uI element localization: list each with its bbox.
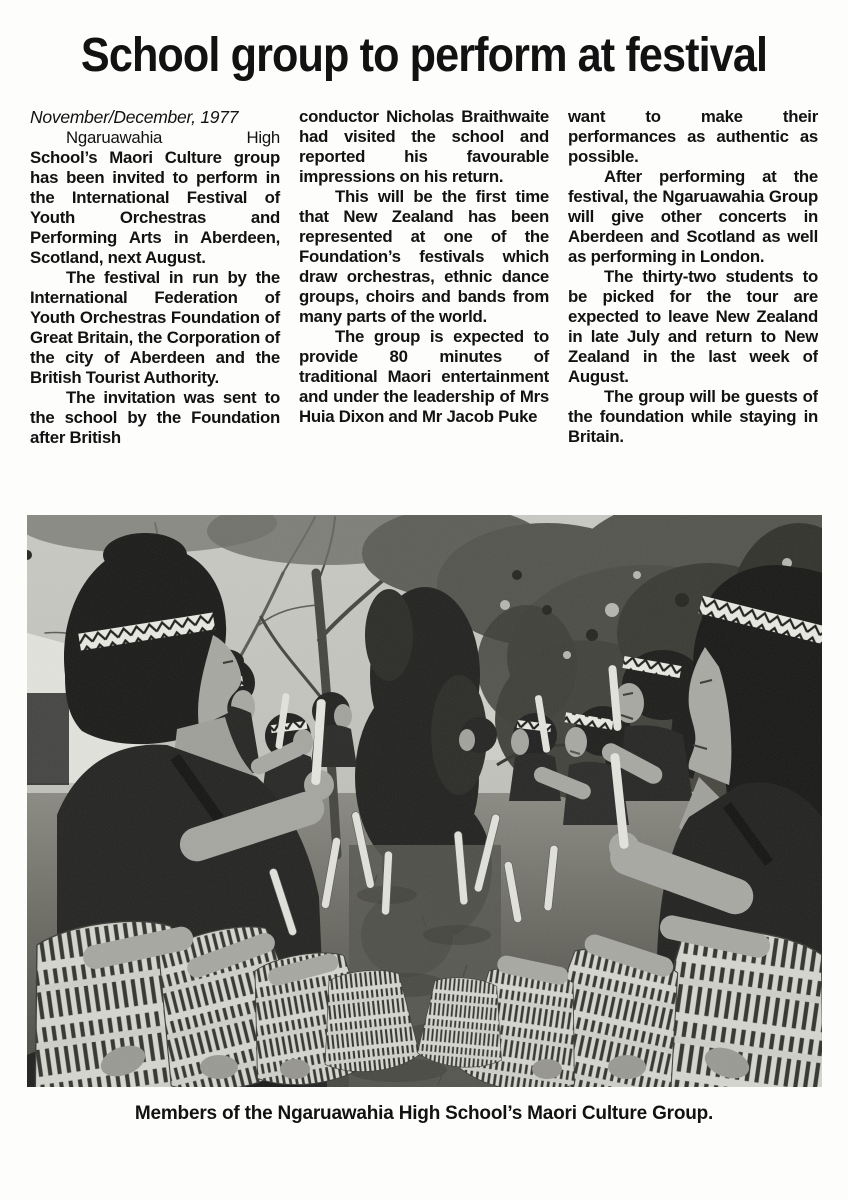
text-segment: The festival in run by the International Federation of Youth Orchestras Foundation of Great Britain, the Corporation of the city of Aberdeen and the British Tourist Authority.: [30, 267, 280, 387]
paragraph: [30, 388, 280, 448]
maori-culture-group-photo: [27, 515, 822, 1087]
paragraph: [299, 187, 549, 327]
paragraph: [30, 268, 280, 388]
paragraph: [30, 107, 280, 128]
paragraph: [30, 128, 280, 268]
article-body: [30, 107, 818, 493]
text-segment: The thirty-two students to be picked for the tour are expected to leave New Zealand in late July and return to New Zealand in the last week of August.: [568, 266, 818, 386]
page-title: School group to perform at festival: [80, 29, 768, 82]
text-column-3: [568, 107, 818, 493]
paragraph: [568, 167, 818, 267]
text-segment: The group is expected to provide 80 minutes of traditional Maori entertainment and under the leadership of Mrs Huia Dixon and Mr Jacob Puke: [299, 326, 549, 426]
article-photo: [27, 515, 822, 1087]
text-segment: conductor Nicholas Braithwaite had visited the school and reported his favourable impressions on his return.: [299, 106, 549, 186]
text-segment-dateline: November/December, 1977: [30, 106, 239, 127]
text-segment: After performing at the festival, the Ngaruawahia Group will give other concerts in Aberdeen and Scotland as well as performing in London.: [568, 166, 818, 266]
text-segment: The group will be guests of the foundation while staying in Britain.: [568, 386, 818, 446]
paragraph: [299, 327, 549, 427]
text-column-2: [299, 107, 549, 493]
text-segment: The invitation was sent to the school by the Foundation after British: [30, 387, 280, 447]
paragraph: [299, 107, 549, 187]
text-segment-lead: Ngaruawahia High: [66, 127, 280, 147]
text-column-1: [30, 107, 280, 493]
paragraph: [568, 387, 818, 447]
text-segment: School’s Maori Culture group has been invited to perform in the International Festival of Youth Orchestras and Performing Arts in Aberdeen, Scotland, next August.: [30, 147, 280, 267]
text-segment: This will be the first time that New Zealand has been represented at one of the Foundation’s festivals which draw orchestras, ethnic dance groups, choirs and bands from many parts of the world.: [299, 186, 549, 326]
text-segment: want to make their performances as authentic as possible.: [568, 106, 818, 166]
paragraph: [568, 267, 818, 387]
paragraph: [568, 107, 818, 167]
photo-caption: Members of the Ngaruawahia High School’s Maori Culture Group.: [134, 1102, 714, 1124]
photo-grain: [27, 515, 822, 1087]
